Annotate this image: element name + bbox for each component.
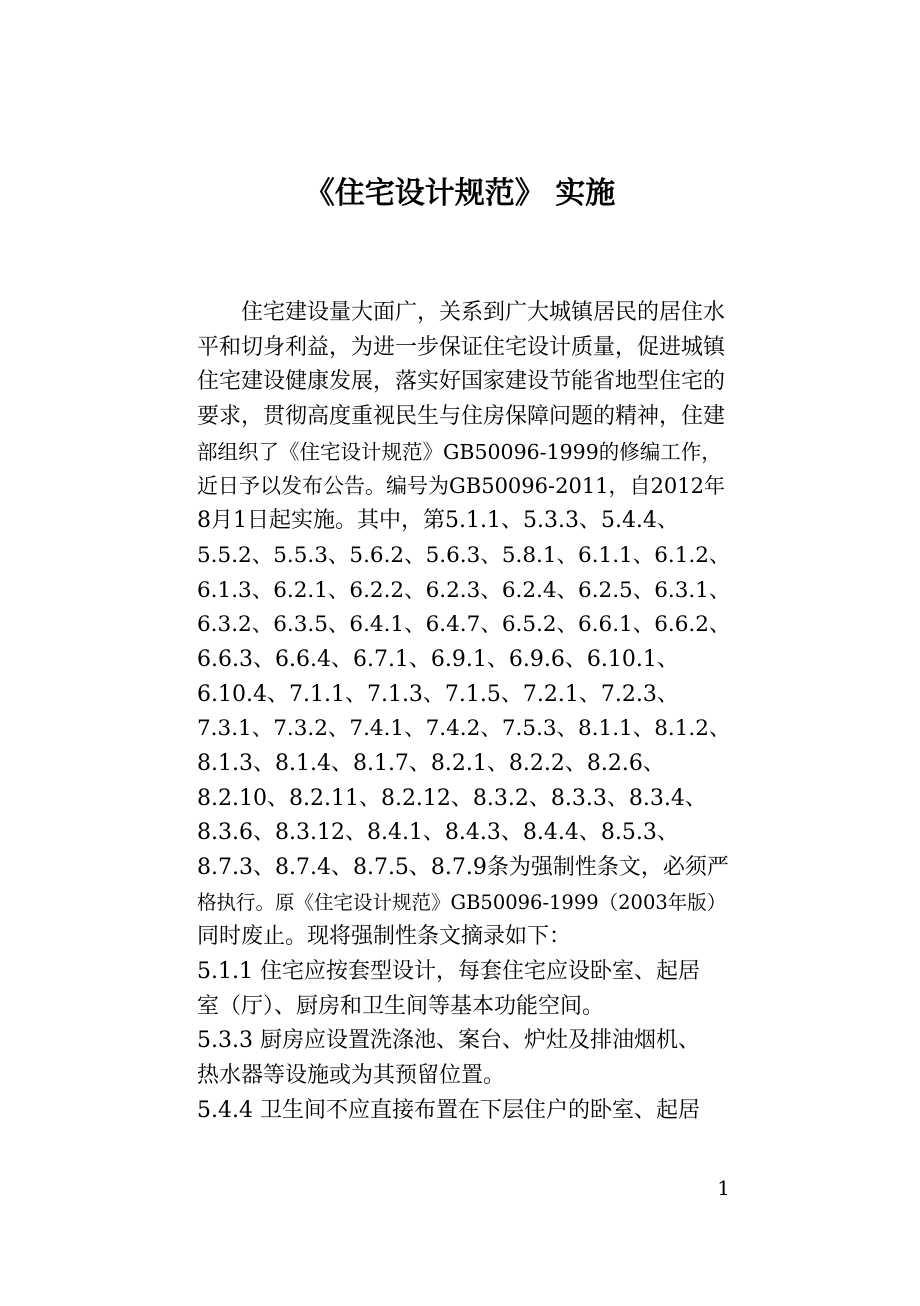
text-line: 5.5.2、5.5.3、5.6.2、5.6.3、5.8.1、6.1.1、6.1.2、 bbox=[197, 542, 731, 568]
clause-line: 热水器等设施或为其预留位置。 bbox=[197, 1063, 506, 1089]
clause-line: 室（厅）、厨房和卫生间等基本功能空间。 bbox=[197, 993, 605, 1019]
page-number: 1 bbox=[717, 1176, 730, 1200]
text-line: 6.10.4、7.1.1、7.1.3、7.1.5、7.2.1、7.2.3、 bbox=[197, 681, 679, 707]
text-line: 部组织了《住宅设计规范》GB50096-1999的修编工作， bbox=[197, 439, 722, 464]
text-line: 6.6.3、6.6.4、6.7.1、6.9.1、6.9.6、6.10.1、 bbox=[197, 646, 679, 672]
text-line: 同时废止。现将强制性条文摘录如下： bbox=[197, 924, 572, 950]
text-line: 要求，贯彻高度重视民生与住房保障问题的精神，住建 bbox=[197, 404, 726, 430]
clause-line: 5.3.3 厨房应设置洗涤池、案台、炉灶及排油烟机、 bbox=[197, 1028, 700, 1054]
document-title: 《住宅设计规范》 实施 bbox=[304, 176, 616, 211]
text-line: 住宅建设健康发展，落实好国家建设节能省地型住宅的 bbox=[197, 369, 726, 395]
text-line: 6.3.2、6.3.5、6.4.1、6.4.7、6.5.2、6.6.1、6.6.2、 bbox=[197, 612, 731, 638]
text-line: 8.7.3、8.7.4、8.7.5、8.7.9条为强制性条文，必须严 bbox=[197, 855, 729, 880]
text-line: 格执行。原《住宅设计规范》GB50096-1999（2003年版） bbox=[197, 890, 727, 914]
text-line: 平和切身利益，为进一步保证住宅设计质量，促进城镇 bbox=[197, 334, 726, 360]
text-line: 8.2.10、8.2.11、8.2.12、8.3.2、8.3.3、8.3.4、 bbox=[197, 785, 707, 811]
text-line: 8.1.3、8.1.4、8.1.7、8.2.1、8.2.2、8.2.6、 bbox=[197, 750, 665, 776]
text-line: 7.3.1、7.3.2、7.4.1、7.4.2、7.5.3、8.1.1、8.1.2、 bbox=[197, 716, 731, 742]
text-line: 6.1.3、6.2.1、6.2.2、6.2.3、6.2.4、6.2.5、6.3.1、 bbox=[197, 577, 731, 603]
clause-line: 5.4.4 卫生间不应直接布置在下层住户的卧室、起居 bbox=[197, 1097, 700, 1123]
clause-line: 5.1.1 住宅应按套型设计，每套住宅应设卧室、起居 bbox=[197, 959, 700, 985]
text-line: 8月1日起实施。其中，第5.1.1、5.3.3、5.4.4、 bbox=[197, 508, 679, 534]
text-line: 住宅建设量大面广，关系到广大城镇居民的居住水 bbox=[241, 300, 726, 325]
text-line: 近日予以发布公告。编号为GB50096-2011，自2012年 bbox=[197, 474, 725, 499]
text-line: 8.3.6、8.3.12、8.4.1、8.4.3、8.4.4、8.5.3、 bbox=[197, 820, 679, 846]
document-body bbox=[197, 296, 731, 1129]
